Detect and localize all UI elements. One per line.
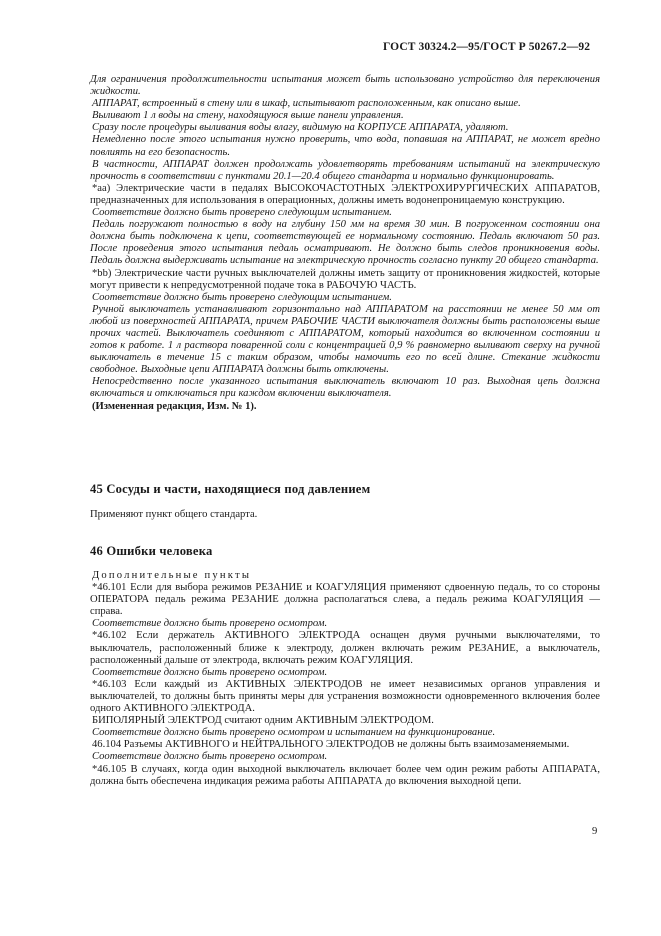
clause-46-104: 46.104 Разъемы АКТИВНОГО и НЕЙТРАЛЬНОГО ЭЛЕКТРОДОВ не должны быть взаимозаменяемыми.: [92, 739, 570, 751]
paragraph: АППАРАТ, встроенный в стену или в шкаф, испытывают расположенным, как описано выше.: [92, 98, 521, 110]
text-block-2: [90, 570, 600, 788]
compliance-note: Соответствие должно быть проверено осмотром и испытанием на функционирование.: [92, 727, 496, 739]
paragraph: *аа) Электрические части в педалях ВЫСОКОЧАСТОТНЫХ ЭЛЕКТРОХИРУРГИЧЕСКИХ АППАРАТОВ, предназначенных для использования в операционных, должны иметь водонепроницаемую конструкцию.: [90, 182, 600, 206]
paragraph: Соответствие должно быть проверено следующим испытанием.: [92, 291, 392, 303]
clause-46-102: *46.102 Если держатель АКТИВНОГО ЭЛЕКТРОДА оснащен двумя ручными выключателями, то выключатель, расположенный ближе к электроду, должен включать режим РЕЗАНИЕ, а выключатель, расположенный дальше от электрода, включать режим КОАГУЛЯЦИЯ.: [90, 630, 600, 666]
paragraph: Сразу после процедуры выливания воды влагу, видимую на КОРПУСЕ АППАРАТА, удаляют.: [92, 122, 509, 134]
paragraph: Для ограничения продолжительности испытания может быть использовано устройство для переключения жидкости.: [90, 74, 600, 98]
paragraph: Ручной выключатель устанавливают горизонтально над АППАРАТОМ на расстоянии не менее 50 мм от любой из поверхностей АППАРАТА, причем РАБОЧИЕ ЧАСТИ выключателя должны быть расположены выше прочих частей. Выключатель соединяют с АППАРАТОМ, который находится во включенном состоянии и готов к работе. 1 л раствора поваренной соли с концентрацией 0,9 % равномерно выливают сверху на ручной выключатель в течение 15 с таким образом, чтобы намочить его по всей длине. Стекание жидкости свободное. Выходные цепи АППАРАТА должны быть отключены.: [90, 303, 600, 376]
paragraph: Соответствие должно быть проверено следующим испытанием.: [92, 207, 392, 219]
compliance-note: Соответствие должно быть проверено осмотром.: [92, 751, 328, 763]
clause-46-101: *46.101 Если для выбора режимов РЕЗАНИЕ и КОАГУЛЯЦИЯ применяют сдвоенную педаль, то со стороны ОПЕРАТОРА педаль режима РЕЗАНИЕ должна располагаться слева, а педаль режима КОАГУЛЯЦИЯ — справа.: [90, 582, 600, 618]
subheading-additional-clauses: Дополнительные пункты: [92, 570, 252, 581]
clause-46-105: *46.105 В случаях, когда один выходной выключатель включает более чем один режим работы АППАРАТА, должна быть обеспечена индикация режима работы АППАРАТА до включения выходной цепи.: [90, 763, 600, 787]
paragraph: *bb) Электрические части ручных выключателей должны иметь защиту от проникновения жидкостей, которые могут привести к непредусмотренной подаче тока в РАБОЧУЮ ЧАСТЬ.: [90, 267, 600, 291]
paragraph: В частности, АППАРАТ должен продолжать удовлетворять требованиям испытаний на электрическую прочность в соответствии с пунктами 20.1—20.4 общего стандарта и нормально функционировать.: [90, 158, 600, 182]
section-45-text: Применяют пункт общего стандарта.: [90, 509, 258, 520]
text-block-1: [90, 74, 600, 413]
paragraph: Выливают 1 л воды на стену, находящуюся выше панели управления.: [92, 110, 404, 122]
paragraph: Педаль погружают полностью в воду на глубину 150 мм на время 30 мин. В погруженном состоянии она должна быть подключена к цепи, соответствующей ее нормальному состоянию. Педаль включают 50 раз. После проведения этого испытания педаль осматривают. Не должно быть следов проникновения воды. Педаль должна выдерживать испытание на электрическую прочность согласно пункту 20 общего стандарта.: [90, 219, 600, 267]
paragraph: Непосредственно после указанного испытания выключатель включают 10 раз. Выходная цепь должна включаться и отключаться при каждом включении выключателя.: [90, 376, 600, 400]
page-header: ГОСТ 30324.2—95/ГОСТ Р 50267.2—92: [383, 41, 591, 53]
paragraph: БИПОЛЯРНЫЙ ЭЛЕКТРОД считают одним АКТИВНЫМ ЭЛЕКТРОДОМ.: [92, 715, 434, 727]
section-46-title: 46 Ошибки человека: [90, 544, 213, 558]
section-45-title: 45 Сосуды и части, находящиеся под давлением: [90, 482, 371, 496]
compliance-note: Соответствие должно быть проверено осмотром.: [92, 618, 328, 630]
clause-46-103: *46.103 Если каждый из АКТИВНЫХ ЭЛЕКТРОДОВ не имеет независимых органов управления и выключателей, то должны быть приняты меры для устранения возможности одновременного включения более одного АКТИВНОГО ЭЛЕКТРОДА.: [90, 678, 600, 715]
compliance-note: Соответствие должно быть проверено осмотром.: [92, 666, 328, 678]
amendment-note: (Измененная редакция, Изм. № 1).: [92, 400, 257, 412]
page-number: 9: [592, 826, 598, 837]
paragraph: Немедленно после этого испытания нужно проверить, что вода, попавшая на АППАРАТ, не может вредно повлиять на его безопасность.: [90, 134, 600, 158]
